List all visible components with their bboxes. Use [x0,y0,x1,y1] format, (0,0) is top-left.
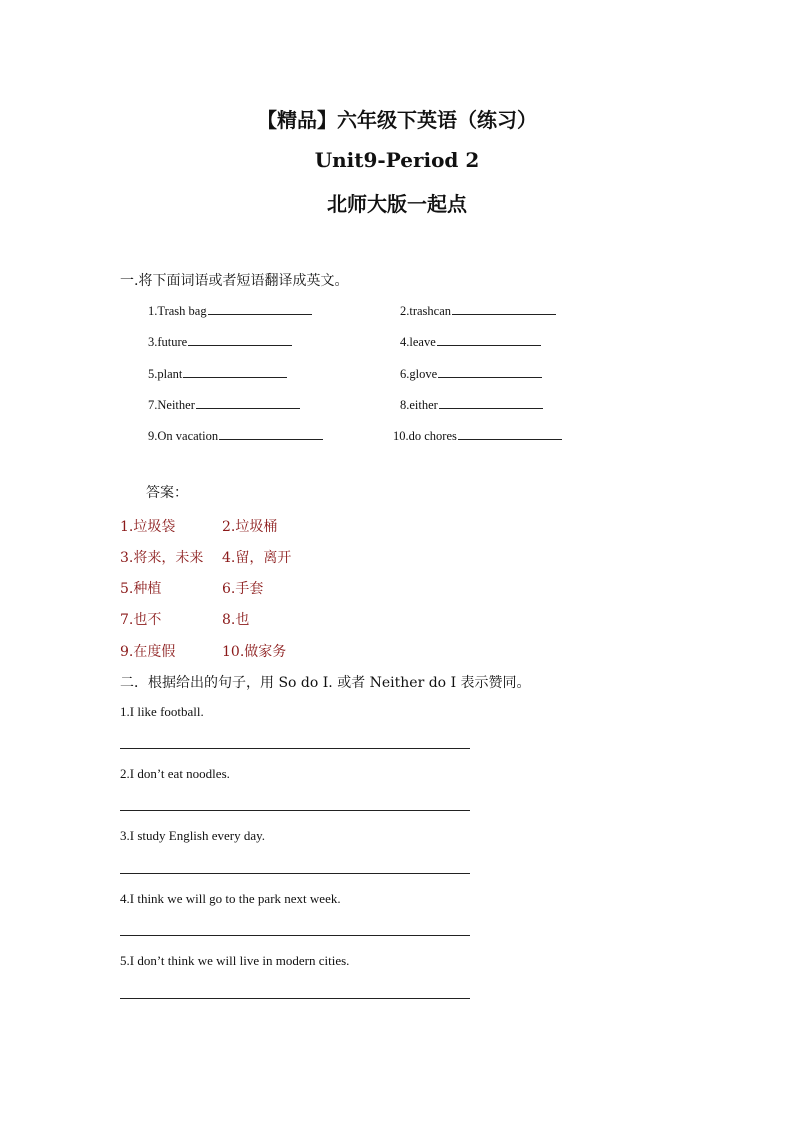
answer-item: 10.做家务 [222,644,287,660]
answer-item: 7.也不 [120,612,162,628]
vocab-item: 8.either [400,396,543,413]
answer-line[interactable] [120,998,470,999]
vocab-item: 4.leave [400,333,541,350]
question-sentence: 3.I study English every day. [120,828,266,843]
answer-item: 5.种植 [120,581,162,597]
section1-instruction: 一.将下面词语或者短语翻译成英文。 [120,273,349,289]
vocab-item: 10.do chores [393,427,562,444]
answer-blank[interactable] [208,302,312,315]
answer-blank[interactable] [439,396,543,409]
answer-blank[interactable] [196,396,300,409]
answer-item: 8.也 [222,612,250,628]
answer-line[interactable] [120,810,470,811]
answer-line[interactable] [120,748,470,749]
section2-instruction: 二．根据给出的句子，用 So do I. 或者 Neither do I 表示赞同。 [120,675,531,691]
answer-item: 4.留，离开 [222,550,292,566]
answers-label: 答案： [146,485,188,501]
answer-line[interactable] [120,935,470,936]
vocab-item: 6.glove [400,365,542,382]
edition-title: 北师大版一起点 [327,192,467,216]
vocab-item: 5.plant [148,365,287,382]
answer-item: 9.在度假 [120,644,176,660]
answer-line[interactable] [120,873,470,874]
vocab-item: 2.trashcan [400,302,556,319]
question-sentence: 4.I think we will go to the park next week. [120,891,341,906]
worksheet-title: 【精品】六年级下英语（练习） [257,108,537,132]
vocab-item: 1.Trash bag [148,302,312,319]
question-sentence: 5.I don’t think we will live in modern cities. [120,953,350,968]
answer-blank[interactable] [219,427,323,440]
answer-blank[interactable] [438,365,542,378]
answer-blank[interactable] [458,427,562,440]
question-sentence: 2.I don’t eat noodles. [120,766,230,781]
question-sentence: 1.I like football. [120,704,204,719]
unit-title: Unit9-Period 2 [314,148,480,172]
answer-item: 3.将来，未来 [120,550,204,566]
answer-blank[interactable] [452,302,556,315]
answer-blank[interactable] [437,333,541,346]
answer-item: 1.垃圾袋 [120,519,176,535]
vocab-item: 9.On vacation [148,427,323,444]
answer-item: 6.手套 [222,581,264,597]
vocab-item: 7.Neither [148,396,300,413]
vocab-item: 3.future [148,333,292,350]
answer-item: 2.垃圾桶 [222,519,278,535]
answer-blank[interactable] [183,365,287,378]
answer-blank[interactable] [188,333,292,346]
